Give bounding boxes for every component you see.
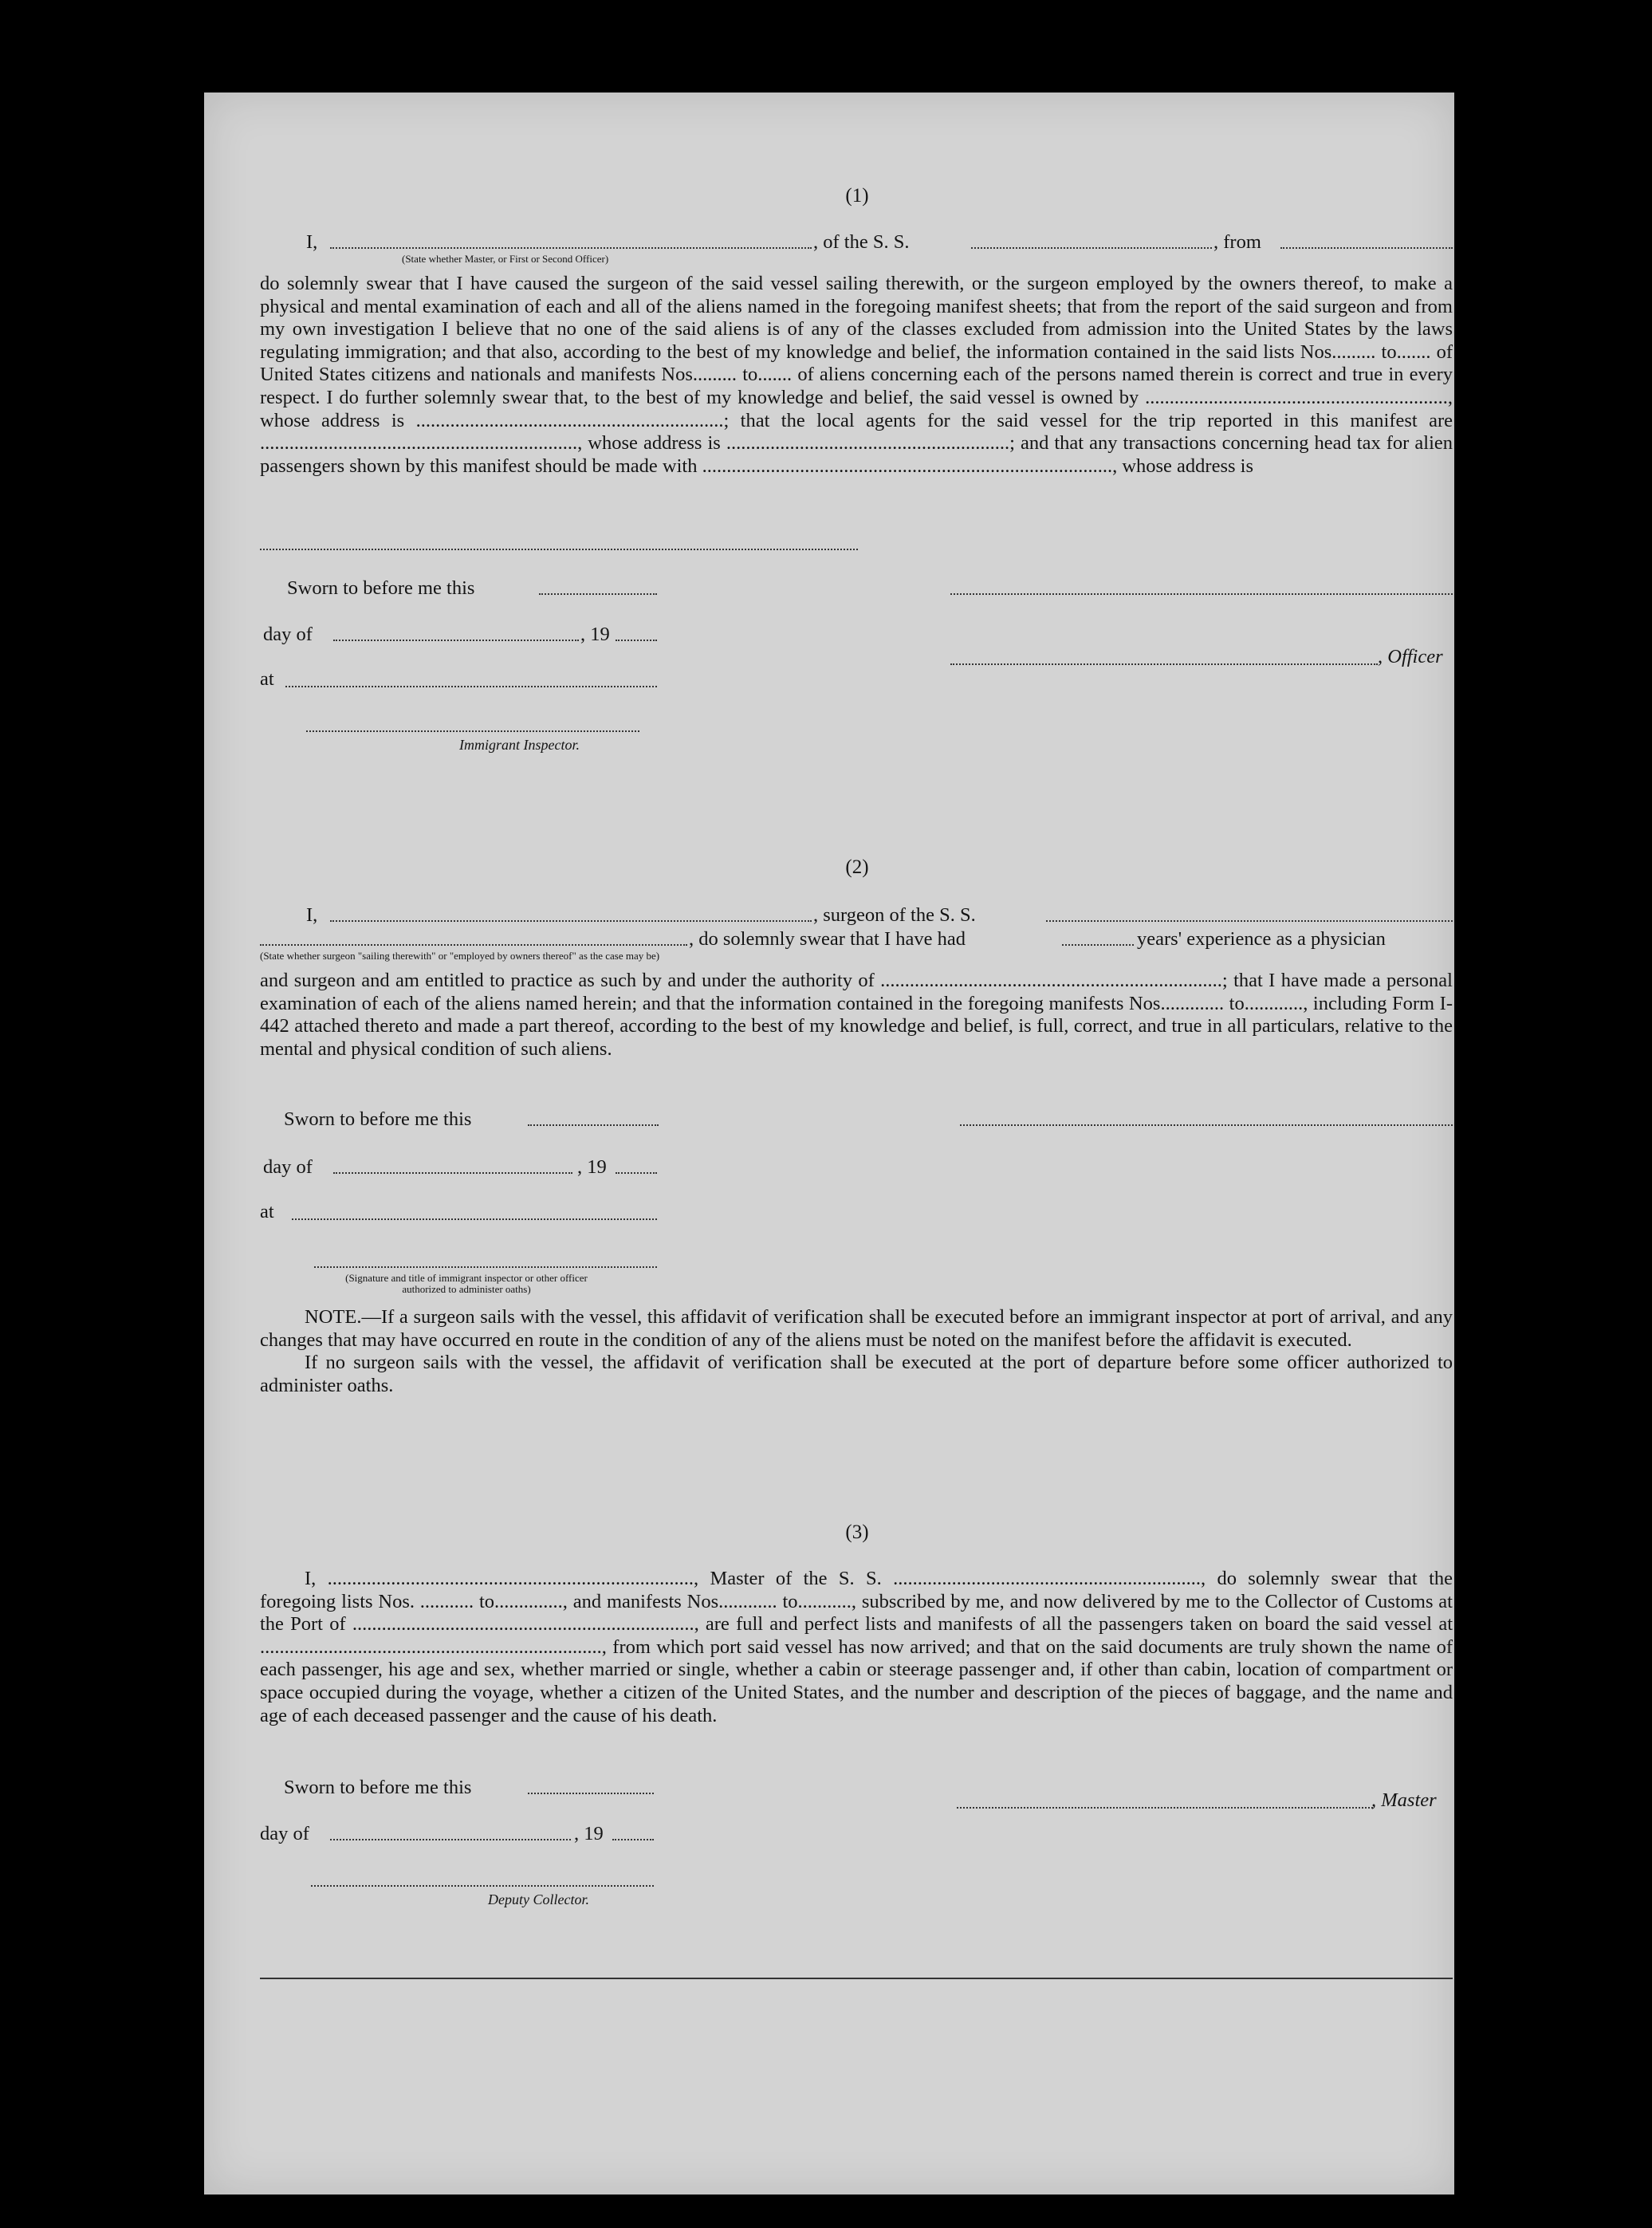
section-1-number: (1): [845, 185, 869, 207]
officer-title-field[interactable]: [950, 663, 1378, 665]
note-label: NOTE.: [305, 1306, 362, 1328]
month-field-1[interactable]: [333, 640, 579, 641]
place-field-1[interactable]: [285, 686, 657, 687]
surgeon-status-field[interactable]: [260, 944, 687, 946]
sworn-day-field-2[interactable]: [528, 1124, 659, 1126]
year-label-1: , 19: [580, 624, 610, 645]
surgeon-vessel-field[interactable]: [1046, 920, 1453, 922]
surgeon-signature-field[interactable]: [960, 1124, 1453, 1126]
oath-officer-signature-field[interactable]: [314, 1266, 657, 1268]
day-of-label-3: day of: [260, 1823, 309, 1844]
section-2-body: [260, 970, 1453, 1061]
surgeon-of-label: , surgeon of the S. S.: [813, 904, 976, 926]
binder-hole: [1520, 1112, 1563, 1155]
sworn-label-2: Sworn to before me this: [284, 1108, 472, 1130]
year-field-1[interactable]: [616, 640, 657, 641]
section-3-number: (3): [845, 1521, 869, 1543]
officer-rank-note: (State whether Master, or First or Second Officer): [402, 253, 609, 265]
year-label-3: , 19: [574, 1823, 604, 1844]
years-experience-label: years' experience as a physician: [1137, 928, 1386, 950]
day-of-label-1: day of: [263, 624, 313, 645]
section-2-i-label: I,: [306, 904, 318, 926]
binder-hole: [1520, 644, 1563, 687]
vessel-of-label: , of the S. S.: [813, 231, 910, 253]
at-label-1: at: [260, 668, 274, 690]
deputy-collector-caption: Deputy Collector.: [488, 1891, 589, 1907]
surgeon-swear-label: , do solemnly swear that I have had: [689, 928, 966, 950]
section-2-oath-text: and surgeon and am entitled to practice as such by and under the authority of ......................................................................; that I have made a personal examination of each of the aliens named herein; and that the information contained in the foregoing manifests Nos............. to............, including Form I-442 attached thereto and made a part thereof, according to the best of my knowledge and belief, is full, correct, and true in all particulars, relative to the mental and physical condition of such aliens.: [260, 970, 1453, 1060]
month-field-3[interactable]: [330, 1839, 571, 1840]
port-from-field[interactable]: [1280, 247, 1453, 249]
note-text-1: —If a surgeon sails with the vessel, this affidavit of verification shall be executed before an immigrant inspector at port of arrival, and any changes that may have occurred en route in the condition of any of the aliens must be noted on the manifest before the affidavit is executed.: [260, 1306, 1453, 1351]
note-block: [260, 1306, 1453, 1397]
master-name-field[interactable]: [330, 247, 812, 249]
head-tax-address-field[interactable]: [260, 549, 858, 550]
section-3-oath-text: I, ..........................................................................., Master of the S. S. ..............................................................., do solemnly swear that the foregoing lists Nos. ........... to.............., and manifests Nos............ to..........., subscribed by me, and now delivered by me to the Collector of Customs at the Port of ......................................................................, are full and perfect lists and manifests of all the passengers taken on board the said vessel at ......................................................................, from which port said vessel has now arrived; and that on the said documents are truly shown the name of each passenger, his age and sex, whether married or single, whether a cabin or steerage passenger and, if other than cabin, location of compartment or space occupied during the voyage, whether a citizen of the United States, and the number and description of the pieces of baggage, and the name and age of each deceased passenger and the cause of his death.: [260, 1568, 1453, 1726]
note-paragraph-1: [260, 1306, 1453, 1352]
surgeon-status-note: (State whether surgeon "sailing therewith" or "employed by owners thereof" as the case may be): [260, 950, 660, 962]
immigrant-inspector-caption: Immigrant Inspector.: [459, 737, 580, 753]
section-2-number: (2): [845, 856, 869, 878]
binder-hole: [1520, 1608, 1563, 1651]
binder-hole: [1520, 2105, 1563, 2148]
officer-label: , Officer: [1378, 646, 1443, 667]
sworn-day-field-3[interactable]: [528, 1793, 654, 1794]
signature-title-note: (Signature and title of immigrant inspector or other officer authorized to administer oaths): [345, 1272, 588, 1295]
section-1-i-label: I,: [306, 231, 318, 253]
master-signature-field[interactable]: [957, 1807, 1373, 1809]
note-paragraph-2: If no surgeon sails with the vessel, the affidavit of verification shall be executed at the port of departure before some officer authorized to administer oaths.: [260, 1352, 1453, 1396]
month-field-2[interactable]: [333, 1172, 572, 1174]
master-label: , Master: [1371, 1789, 1437, 1811]
day-of-label-2: day of: [263, 1156, 313, 1178]
binder-hole: [1537, 289, 1574, 325]
from-label: , from: [1213, 231, 1261, 253]
surgeon-name-field[interactable]: [330, 920, 812, 922]
place-field-2[interactable]: [292, 1218, 657, 1220]
sworn-label-1: Sworn to before me this: [287, 577, 475, 599]
section-1-body: [260, 273, 1453, 478]
binder-hole: [1520, 1485, 1563, 1528]
binder-hole: [1521, 148, 1564, 191]
binder-hole: [1520, 777, 1563, 820]
vessel-name-field[interactable]: [971, 247, 1212, 249]
year-label-2: , 19: [577, 1156, 607, 1178]
officer-signature-field[interactable]: [950, 593, 1453, 595]
collector-signature-field[interactable]: [311, 1885, 654, 1887]
section-3-body: [260, 1568, 1453, 1727]
binder-hole: [1515, 1973, 1552, 2010]
at-label-2: at: [260, 1201, 274, 1222]
section-1-oath-text: do solemnly swear that I have caused the surgeon of the said vessel sailing therewith, or the surgeon employed by the owners thereof, to make a physical and mental examination of each and all of the aliens named in the foregoing manifest sheets; that from the report of the said surgeon and from my own investigation I believe that no one of the said aliens is of any of the classes excluded from admission into the United States by the laws regulating immigration; and that also, according to the best of my knowledge and belief, the information contained in the said lists Nos......... to....... of United States citizens and nationals and manifests Nos......... to....... of aliens concerning each of the persons named therein is correct and true in every respect. I do further solemnly swear that, to the best of my knowledge and belief, the said vessel is owned by .............................................................., whose address is ...............................................................; that the local agents for the said vessel for the trip reported in this manifest are ................................................................., whose address is ..........................................................; and that any transactions concerning head tax for alien passengers shown by this manifest should be made with ...................................................................................., whose address is: [260, 273, 1453, 477]
year-field-2[interactable]: [616, 1172, 657, 1174]
inspector-signature-field[interactable]: [306, 730, 639, 732]
sworn-label-3: Sworn to before me this: [284, 1777, 472, 1798]
bottom-rule: [260, 1978, 1453, 1979]
year-field-3[interactable]: [612, 1839, 654, 1840]
sworn-day-field-1[interactable]: [539, 593, 657, 595]
binder-hole: [1520, 1936, 1563, 1979]
years-experience-field[interactable]: [1062, 944, 1134, 946]
